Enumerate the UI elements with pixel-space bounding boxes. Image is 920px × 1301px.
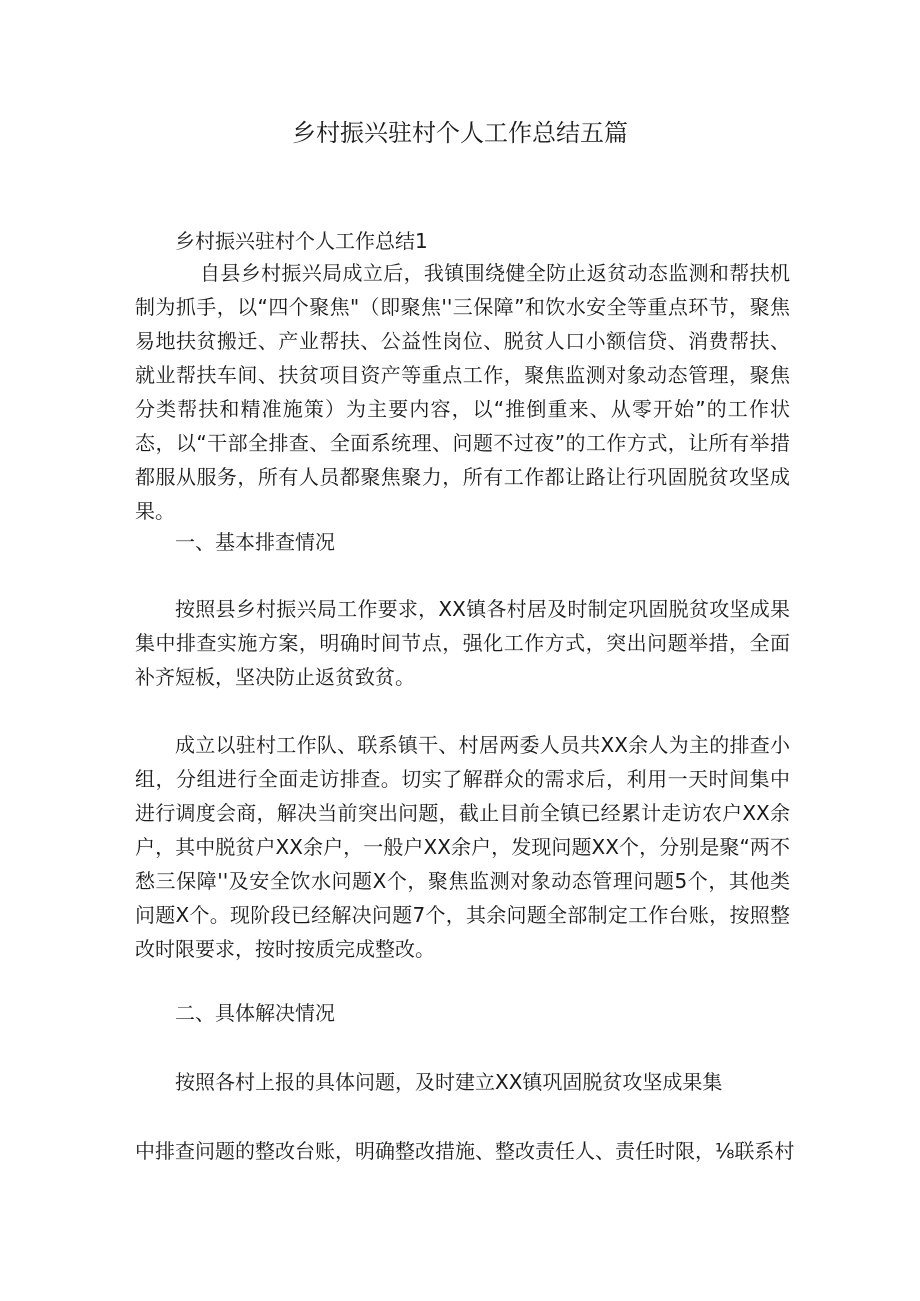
intro-paragraph: 自县乡村振兴局成立后，我镇围绕健全防止返贫动态监测和帮扶机制为抓手，以“四个聚焦"（即聚焦''三保障”和饮水安全等重点环节，聚焦易地扶贫搬迁、产业帮扶、公益性岗位、脱贫人口小额信贷、消费帮扶、就业帮扶车间、扶贫项目资产等重点工作，聚焦监测对象动态管理，聚焦分类帮扶和精准施策）为主要内容，以“推倒重来、从零开始”的工作状态，以“干部全排查、全面系统理、问题不过夜”的工作方式，让所有举措都服从服务，所有人员都聚焦聚力，所有工作都让路让行巩固脱贫攻坚成果。 [135, 261, 790, 523]
section-heading-basic-check: 一、基本排查情况 [175, 530, 335, 554]
section2-paragraph-2: 中排查问题的整改台账，明确整改措施、整改责任人、责任时限，⅛联系村 [135, 1139, 795, 1163]
section1-paragraph-1: 按照县乡村振兴局工作要求，XX镇各村居及时制定巩固脱贫攻坚成果集中排查实施方案，明确时间节点，强化工作方式，突出问题举措，全面补齐短板，坚决防止返贫致贫。 [135, 597, 790, 689]
document-title: 乡村振兴驻村个人工作总结五篇 [292, 119, 628, 147]
document-subtitle: 乡村振兴驻村个人工作总结1 [175, 229, 428, 253]
section-heading-solutions: 二、具体解决情况 [175, 1001, 335, 1025]
section1-paragraph-2: 成立以驻村工作队、联系镇干、村居两委人员共XX余人为主的排查小组，分组进行全面走访排查。切实了解群众的需求后，利用一天时间集中进行调度会商，解决当前突出问题，截止目前全镇已经累计走访农户XX余户，其中脱贫户XX余户，一般户XX余户，发现问题XX个，分别是聚“两不愁三保障''及安全饮水问题X个，聚焦监测对象动态管理问题5个，其他类问题X个。现阶段已经解决问题7个，其余问题全部制定工作台账，按照整改时限要求，按时按质完成整改。 [135, 733, 790, 961]
section2-paragraph-1: 按照各村上报的具体问题，及时建立XX镇巩固脱贫攻坚成果集 [175, 1070, 723, 1094]
